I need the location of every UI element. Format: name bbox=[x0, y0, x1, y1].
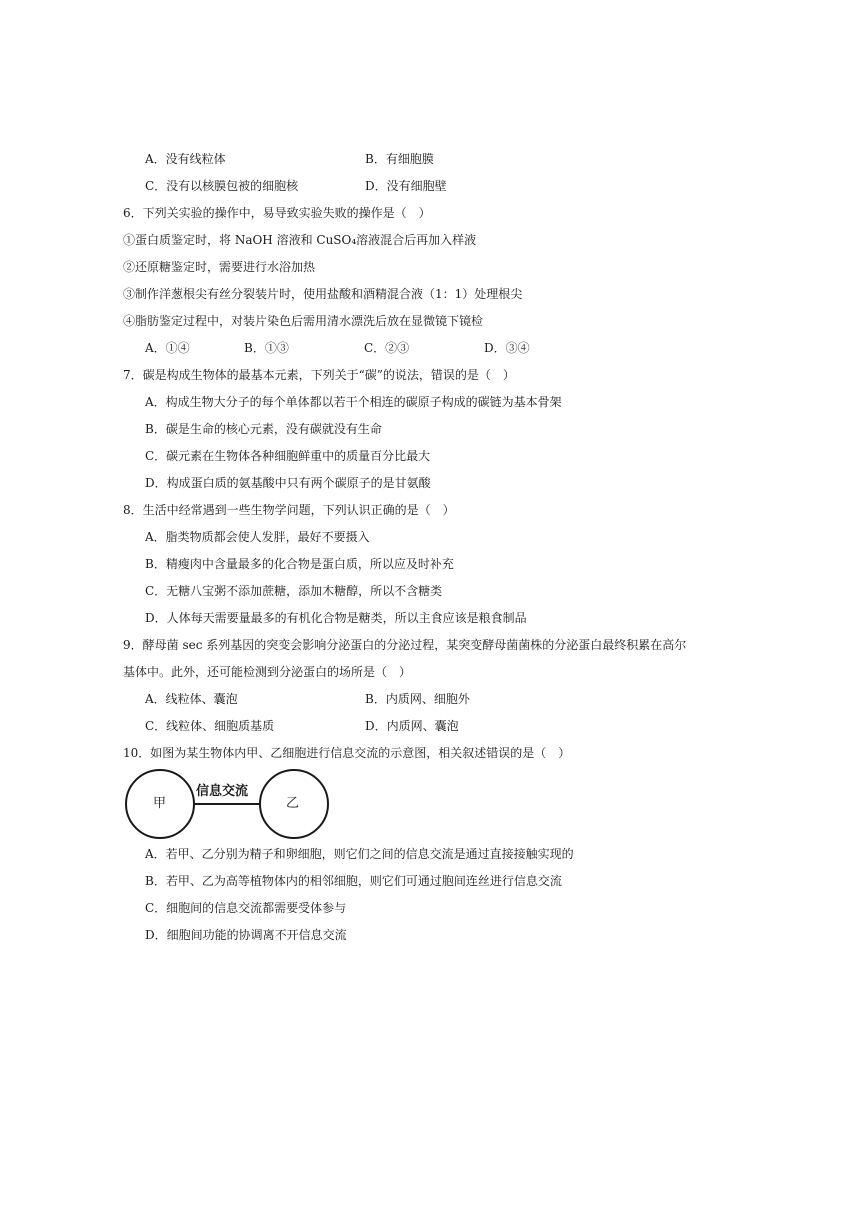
q6-stem: 6．下列关实验的操作中，易导致实验失败的操作是（ ） bbox=[123, 206, 431, 220]
q6-option-d: D．③④ bbox=[484, 341, 530, 355]
q5-option-b: B．有细胞膜 bbox=[365, 152, 434, 166]
q6-item-1: ①蛋白质鉴定时，将 NaOH 溶液和 CuSO₄溶液混合后再加入样液 bbox=[123, 233, 477, 247]
q10-option-a: A．若甲、乙分别为精子和卵细胞，则它们之间的信息交流是通过直接接触实现的 bbox=[145, 847, 574, 861]
q9-option-a: A．线粒体、囊泡 bbox=[145, 692, 238, 706]
info-exchange-label: 信息交流 bbox=[196, 784, 249, 799]
q9-option-d: D．内质网、囊泡 bbox=[365, 719, 459, 733]
q5-option-a: A．没有线粒体 bbox=[145, 152, 226, 166]
q9-stem-line-2: 基体中。此外，还可能检测到分泌蛋白的场所是（ ） bbox=[123, 665, 412, 679]
q8-option-d: D．人体每天需要量最多的有机化合物是糖类，所以主食应该是粮食制品 bbox=[145, 611, 527, 625]
q8-stem: 8．生活中经常遇到一些生物学问题，下列认识正确的是（ ） bbox=[123, 503, 455, 517]
q7-option-a: A．构成生物大分子的每个单体都以若干个相连的碳原子构成的碳链为基本骨架 bbox=[145, 395, 562, 409]
q10-option-d: D．细胞间功能的协调离不开信息交流 bbox=[145, 928, 347, 942]
q10-option-c: C．细胞间的信息交流都需要受体参与 bbox=[145, 901, 347, 915]
q8-option-c: C．无糖八宝粥不添加蔗糖，添加木糖醇，所以不含糖类 bbox=[145, 584, 443, 598]
cell-communication-diagram bbox=[124, 768, 334, 840]
q7-stem: 7．碳是构成生物体的最基本元素，下列关于“碳”的说法，错误的是（ ） bbox=[123, 368, 515, 382]
q9-option-b: B．内质网、细胞外 bbox=[365, 692, 470, 706]
q10-option-b: B．若甲、乙为高等植物体内的相邻细胞，则它们可通过胞间连丝进行信息交流 bbox=[145, 874, 562, 888]
q6-option-a: A．①④ bbox=[145, 341, 190, 355]
q9-option-c: C．线粒体、细胞质基质 bbox=[145, 719, 275, 733]
q6-option-c: C．②③ bbox=[364, 341, 410, 355]
q5-option-c: C．没有以核膜包被的细胞核 bbox=[145, 179, 299, 193]
q8-option-b: B．精瘦肉中含量最多的化合物是蛋白质，所以应及时补充 bbox=[145, 557, 454, 571]
q9-stem-line-1: 9．酵母菌 sec 系列基因的突变会影响分泌蛋白的分泌过程，某突变酵母菌菌株的分泌蛋白最终积累在高尔 bbox=[123, 638, 687, 652]
q6-item-4: ④脂肪鉴定过程中，对装片染色后需用清水漂洗后放在显微镜下镜检 bbox=[123, 314, 484, 328]
q6-item-2: ②还原糖鉴定时，需要进行水浴加热 bbox=[123, 260, 316, 274]
q7-option-d: D．构成蛋白质的氨基酸中只有两个碳原子的是甘氨酸 bbox=[145, 476, 431, 490]
cell-yi-label: 乙 bbox=[286, 796, 300, 811]
q7-option-b: B．碳是生命的核心元素，没有碳就没有生命 bbox=[145, 422, 382, 436]
cell-jia-label: 甲 bbox=[153, 796, 167, 811]
q7-option-c: C．碳元素在生物体各种细胞鲜重中的质量百分比最大 bbox=[145, 449, 431, 463]
q8-option-a: A．脂类物质都会使人发胖，最好不要摄入 bbox=[145, 530, 370, 544]
q6-option-b: B．①③ bbox=[244, 341, 289, 355]
q5-option-d: D．没有细胞壁 bbox=[365, 179, 447, 193]
q10-stem: 10．如图为某生物体内甲、乙细胞进行信息交流的示意图，相关叙述错误的是（ ） bbox=[123, 746, 571, 760]
q6-item-3: ③制作洋葱根尖有丝分裂装片时，使用盐酸和酒精混合液（1：1）处理根尖 bbox=[123, 287, 523, 301]
